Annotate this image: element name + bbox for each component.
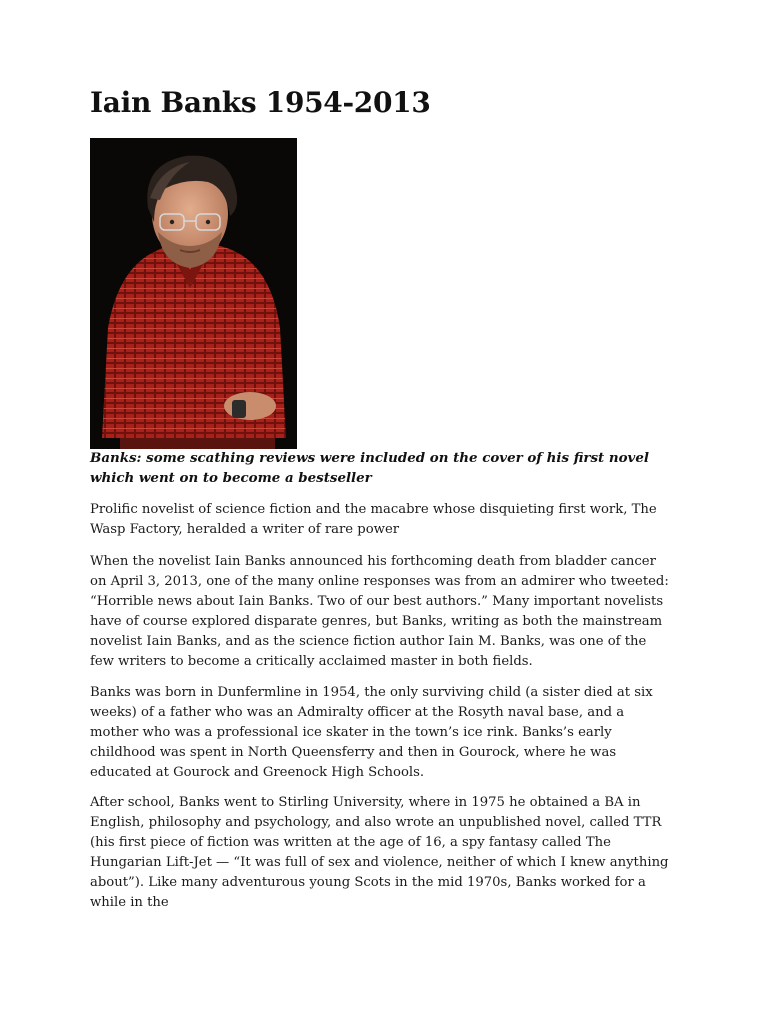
paragraph-education: After school, Banks went to Stirling University, where in 1975 he obtained a BA in English, philosophy and psychology, and also wrote an unpublished novel, called TTR (his first piece of fiction was written at the age of 16, a spy fantasy called The Hungarian Lift-Jet — “It was full of sex and violence, neither of which I knew anything about”). Like many adventurous young Scots in the mid 1970s, Banks worked for a while in the (90, 795, 669, 910)
photo-caption: Banks: some scathing reviews were included on the cover of his first novel which went on to become a bestseller (90, 450, 649, 486)
paragraph-early-life: Banks was born in Dunfermline in 1954, the only surviving child (a sister died at six weeks) of a father who was an Admiralty officer at the Rosyth naval base, and a mother who was a professional ice skater in the town’s ice rink. Banks’s early childhood was spent in North Queensferry and then in Gourock, where he was educated at Gourock and Greenock High Schools. (90, 685, 653, 780)
portrait-illustration (90, 138, 297, 449)
paragraph-intro: When the novelist Iain Banks announced his forthcoming death from bladder cancer on April 3, 2013, one of the many online responses was from an admirer who tweeted: “Horrible news about Iain Banks. Two of our best authors.” Many important novelists have of course explored disparate genres, but Banks, writing as both the mainstream novelist Iain Banks, and as the science fiction author Iain M. Banks, was one of the few writers to become a critically acclaimed master in both fields. (90, 554, 669, 669)
article-title: Iain Banks 1954-2013 (90, 86, 431, 119)
author-photo (90, 138, 297, 449)
paragraph-standfirst: Prolific novelist of science fiction and the macabre whose disquieting first work, The Wasp Factory, heralded a writer of rare power (90, 502, 657, 537)
